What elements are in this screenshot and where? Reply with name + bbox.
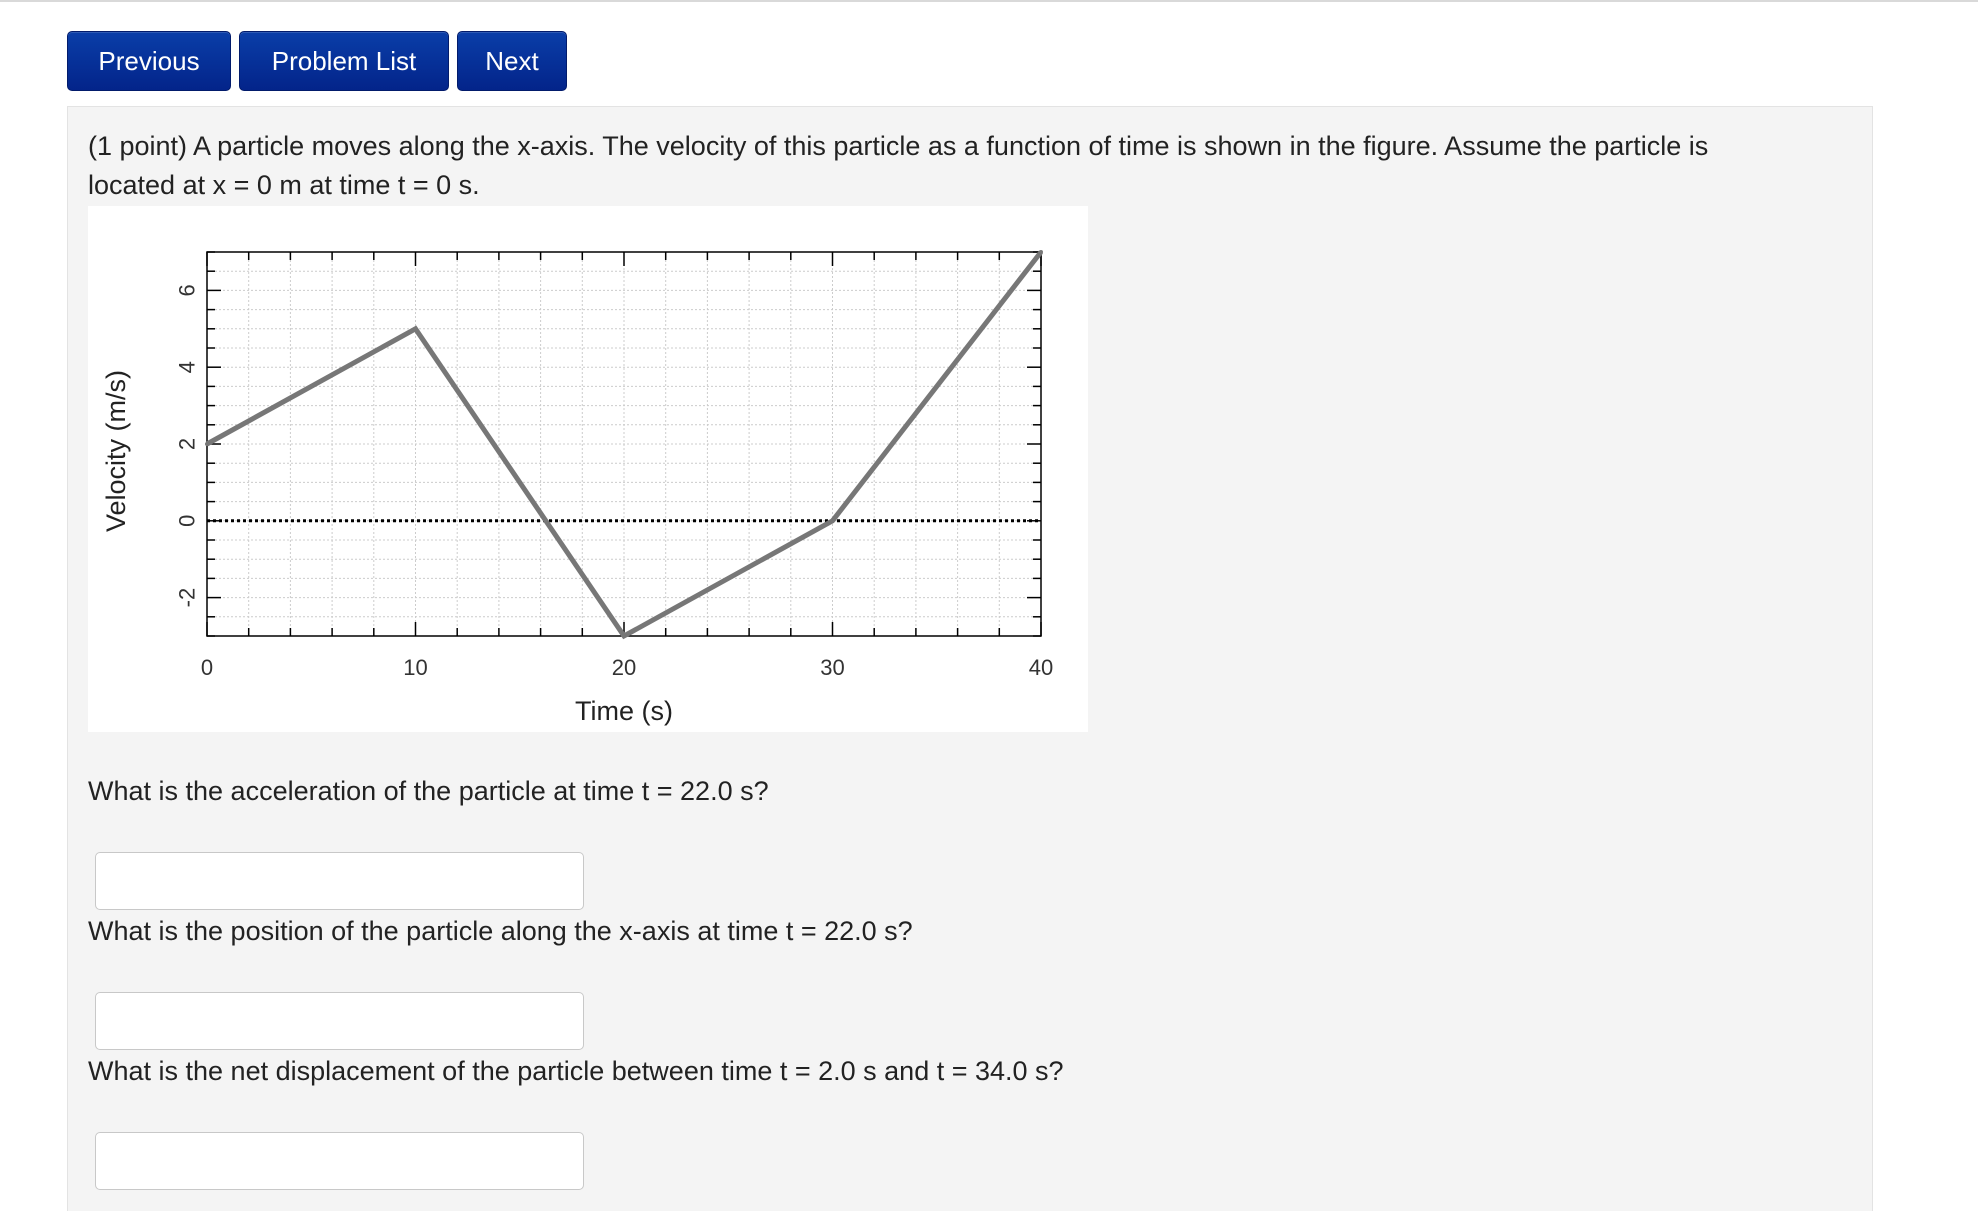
- question-1-text: What is the acceleration of the particle at time t = 22.0 s?: [88, 776, 769, 806]
- y-axis-label: Velocity (m/s): [101, 369, 131, 533]
- velocity-data-point: [414, 327, 418, 331]
- problem-statement: [88, 127, 1848, 205]
- x-tick-label: 10: [403, 655, 428, 680]
- problem-statement-line-2: located at x = 0 m at time t = 0 s.: [88, 170, 480, 200]
- next-button[interactable]: Next: [457, 31, 567, 91]
- x-axis-label: Time (s): [575, 696, 673, 726]
- y-tick-label: 0: [174, 514, 200, 527]
- problem-list-button[interactable]: Problem List: [239, 31, 449, 91]
- problem-statement-line-1: (1 point) A particle moves along the x-axis. The velocity of this particle as a function of time is shown in the figure. Assume the particle is: [88, 131, 1709, 161]
- top-divider: [0, 0, 1978, 2]
- velocity-time-graph: [88, 206, 1088, 732]
- problem-navigation: [67, 31, 567, 91]
- y-tick-label: 6: [174, 284, 200, 297]
- y-tick-label: 2: [174, 437, 200, 451]
- answer-3-input[interactable]: [95, 1132, 584, 1190]
- x-tick-label: 0: [200, 655, 214, 680]
- velocity-data-point: [622, 634, 626, 638]
- question-2-text: What is the position of the particle along the x-axis at time t = 22.0 s?: [88, 916, 913, 946]
- answer-1-input[interactable]: [95, 852, 584, 910]
- velocity-time-chart: [88, 206, 1088, 732]
- velocity-data-point: [1039, 250, 1043, 254]
- x-tick-label: 40: [1028, 655, 1054, 680]
- velocity-data-point: [831, 519, 835, 523]
- previous-button[interactable]: Previous: [67, 31, 231, 91]
- y-tick-label: -2: [174, 587, 200, 608]
- x-tick-label: 30: [820, 655, 845, 680]
- problem-panel: [67, 106, 1873, 1211]
- y-tick-label: 4: [174, 361, 200, 374]
- velocity-data-point: [205, 442, 209, 446]
- x-tick-label: 20: [611, 655, 637, 680]
- question-3-text: What is the net displacement of the particle between time t = 2.0 s and t = 34.0 s?: [88, 1056, 1064, 1086]
- answer-2-input[interactable]: [95, 992, 584, 1050]
